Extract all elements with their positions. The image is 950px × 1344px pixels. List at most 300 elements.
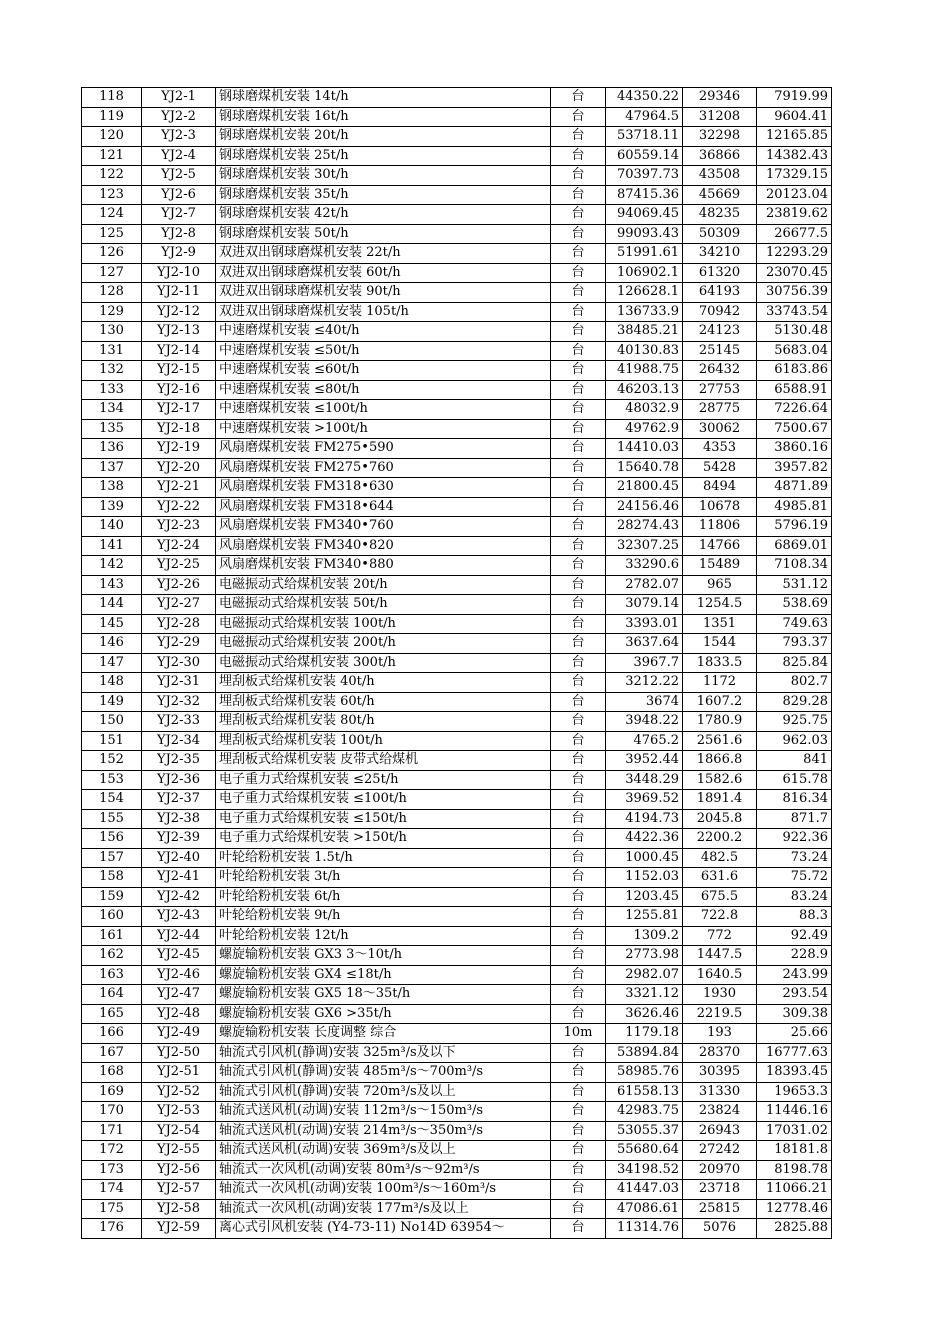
total-price-cell: 70397.73 xyxy=(606,166,683,186)
row-number-cell: 159 xyxy=(82,887,142,907)
labor-cost-cell: 43508 xyxy=(683,166,757,186)
item-name-cell: 螺旋输粉机安装 GX6 >35t/h xyxy=(216,1004,551,1024)
item-name-cell: 风扇磨煤机安装 FM340•880 xyxy=(216,556,551,576)
table-row xyxy=(82,205,832,225)
item-name-cell: 电磁振动式给煤机安装 200t/h xyxy=(216,634,551,654)
material-cost-cell: 8198.78 xyxy=(757,1160,832,1180)
row-number-cell: 174 xyxy=(82,1180,142,1200)
table-row xyxy=(82,634,832,654)
material-cost-cell: 11066.21 xyxy=(757,1180,832,1200)
material-cost-cell: 6588.91 xyxy=(757,380,832,400)
unit-cell: 台 xyxy=(551,965,606,985)
unit-cell: 台 xyxy=(551,497,606,517)
item-code-cell: YJ2-46 xyxy=(142,965,216,985)
labor-cost-cell: 25145 xyxy=(683,341,757,361)
material-cost-cell: 922.36 xyxy=(757,829,832,849)
item-name-cell: 轴流式送风机(动调)安装 369m³/s及以上 xyxy=(216,1141,551,1161)
item-name-cell: 叶轮给粉机安装 9t/h xyxy=(216,907,551,927)
labor-cost-cell: 32298 xyxy=(683,127,757,147)
row-number-cell: 165 xyxy=(82,1004,142,1024)
item-name-cell: 电子重力式给煤机安装 ≤150t/h xyxy=(216,809,551,829)
total-price-cell: 41447.03 xyxy=(606,1180,683,1200)
total-price-cell: 53055.37 xyxy=(606,1121,683,1141)
unit-cell: 台 xyxy=(551,322,606,342)
row-number-cell: 168 xyxy=(82,1063,142,1083)
labor-cost-cell: 1891.4 xyxy=(683,790,757,810)
total-price-cell: 11314.76 xyxy=(606,1219,683,1239)
row-number-cell: 139 xyxy=(82,497,142,517)
row-number-cell: 172 xyxy=(82,1141,142,1161)
total-price-cell: 40130.83 xyxy=(606,341,683,361)
labor-cost-cell: 1254.5 xyxy=(683,595,757,615)
material-cost-cell: 16777.63 xyxy=(757,1043,832,1063)
labor-cost-cell: 5076 xyxy=(683,1219,757,1239)
table-row xyxy=(82,887,832,907)
unit-cell: 台 xyxy=(551,712,606,732)
unit-cell: 台 xyxy=(551,439,606,459)
item-code-cell: YJ2-11 xyxy=(142,283,216,303)
table-row xyxy=(82,517,832,537)
item-code-cell: YJ2-34 xyxy=(142,731,216,751)
unit-cell: 台 xyxy=(551,419,606,439)
total-price-cell: 33290.6 xyxy=(606,556,683,576)
item-code-cell: YJ2-5 xyxy=(142,166,216,186)
material-cost-cell: 7500.67 xyxy=(757,419,832,439)
total-price-cell: 42983.75 xyxy=(606,1102,683,1122)
material-cost-cell: 92.49 xyxy=(757,926,832,946)
table-row xyxy=(82,497,832,517)
material-cost-cell: 793.37 xyxy=(757,634,832,654)
labor-cost-cell: 1833.5 xyxy=(683,653,757,673)
row-number-cell: 134 xyxy=(82,400,142,420)
row-number-cell: 152 xyxy=(82,751,142,771)
table-row xyxy=(82,809,832,829)
item-code-cell: YJ2-30 xyxy=(142,653,216,673)
table-row xyxy=(82,478,832,498)
row-number-cell: 136 xyxy=(82,439,142,459)
row-number-cell: 137 xyxy=(82,458,142,478)
total-price-cell: 28274.43 xyxy=(606,517,683,537)
table-row xyxy=(82,731,832,751)
item-name-cell: 叶轮给粉机安装 3t/h xyxy=(216,868,551,888)
unit-cell: 10m xyxy=(551,1024,606,1044)
unit-cell: 台 xyxy=(551,1199,606,1219)
item-name-cell: 电磁振动式给煤机安装 50t/h xyxy=(216,595,551,615)
item-code-cell: YJ2-47 xyxy=(142,985,216,1005)
total-price-cell: 53894.84 xyxy=(606,1043,683,1063)
unit-cell: 台 xyxy=(551,575,606,595)
table-row xyxy=(82,556,832,576)
total-price-cell: 126628.1 xyxy=(606,283,683,303)
material-cost-cell: 816.34 xyxy=(757,790,832,810)
total-price-cell: 34198.52 xyxy=(606,1160,683,1180)
total-price-cell: 15640.78 xyxy=(606,458,683,478)
item-name-cell: 中速磨煤机安装 ≤40t/h xyxy=(216,322,551,342)
table-row xyxy=(82,1004,832,1024)
item-name-cell: 电磁振动式给煤机安装 20t/h xyxy=(216,575,551,595)
unit-cell: 台 xyxy=(551,185,606,205)
row-number-cell: 157 xyxy=(82,848,142,868)
labor-cost-cell: 31208 xyxy=(683,107,757,127)
item-name-cell: 叶轮给粉机安装 1.5t/h xyxy=(216,848,551,868)
material-cost-cell: 18393.45 xyxy=(757,1063,832,1083)
row-number-cell: 155 xyxy=(82,809,142,829)
material-cost-cell: 841 xyxy=(757,751,832,771)
item-code-cell: YJ2-32 xyxy=(142,692,216,712)
material-cost-cell: 5130.48 xyxy=(757,322,832,342)
row-number-cell: 160 xyxy=(82,907,142,927)
item-code-cell: YJ2-31 xyxy=(142,673,216,693)
unit-cell: 台 xyxy=(551,926,606,946)
unit-cell: 台 xyxy=(551,790,606,810)
labor-cost-cell: 722.8 xyxy=(683,907,757,927)
unit-cell: 台 xyxy=(551,731,606,751)
item-code-cell: YJ2-57 xyxy=(142,1180,216,1200)
material-cost-cell: 83.24 xyxy=(757,887,832,907)
unit-cell: 台 xyxy=(551,361,606,381)
item-name-cell: 电子重力式给煤机安装 ≤100t/h xyxy=(216,790,551,810)
item-name-cell: 螺旋输粉机安装 GX5 18～35t/h xyxy=(216,985,551,1005)
unit-cell: 台 xyxy=(551,1180,606,1200)
total-price-cell: 47086.61 xyxy=(606,1199,683,1219)
unit-cell: 台 xyxy=(551,1160,606,1180)
unit-cell: 台 xyxy=(551,458,606,478)
labor-cost-cell: 28370 xyxy=(683,1043,757,1063)
item-code-cell: YJ2-50 xyxy=(142,1043,216,1063)
unit-cell: 台 xyxy=(551,692,606,712)
item-code-cell: YJ2-55 xyxy=(142,1141,216,1161)
unit-cell: 台 xyxy=(551,341,606,361)
item-code-cell: YJ2-43 xyxy=(142,907,216,927)
material-cost-cell: 88.3 xyxy=(757,907,832,927)
labor-cost-cell: 965 xyxy=(683,575,757,595)
item-name-cell: 中速磨煤机安装 ≤60t/h xyxy=(216,361,551,381)
row-number-cell: 163 xyxy=(82,965,142,985)
unit-cell: 台 xyxy=(551,614,606,634)
item-code-cell: YJ2-9 xyxy=(142,244,216,264)
material-cost-cell: 25.66 xyxy=(757,1024,832,1044)
material-cost-cell: 962.03 xyxy=(757,731,832,751)
total-price-cell: 4765.2 xyxy=(606,731,683,751)
material-cost-cell: 6183.86 xyxy=(757,361,832,381)
table-row xyxy=(82,224,832,244)
labor-cost-cell: 1607.2 xyxy=(683,692,757,712)
unit-cell: 台 xyxy=(551,146,606,166)
total-price-cell: 49762.9 xyxy=(606,419,683,439)
table-row xyxy=(82,166,832,186)
labor-cost-cell: 27753 xyxy=(683,380,757,400)
item-name-cell: 钢球磨煤机安装 14t/h xyxy=(216,88,551,108)
total-price-cell: 3321.12 xyxy=(606,985,683,1005)
material-cost-cell: 73.24 xyxy=(757,848,832,868)
table-row xyxy=(82,712,832,732)
item-code-cell: YJ2-17 xyxy=(142,400,216,420)
labor-cost-cell: 482.5 xyxy=(683,848,757,868)
table-row xyxy=(82,790,832,810)
row-number-cell: 153 xyxy=(82,770,142,790)
item-code-cell: YJ2-38 xyxy=(142,809,216,829)
total-price-cell: 41988.75 xyxy=(606,361,683,381)
table-row xyxy=(82,127,832,147)
item-name-cell: 埋刮板式给煤机安装 60t/h xyxy=(216,692,551,712)
item-name-cell: 螺旋输粉机安装 长度调整 综合 xyxy=(216,1024,551,1044)
labor-cost-cell: 1544 xyxy=(683,634,757,654)
unit-cell: 台 xyxy=(551,887,606,907)
material-cost-cell: 615.78 xyxy=(757,770,832,790)
unit-cell: 台 xyxy=(551,556,606,576)
item-name-cell: 风扇磨煤机安装 FM340•820 xyxy=(216,536,551,556)
labor-cost-cell: 45669 xyxy=(683,185,757,205)
total-price-cell: 87415.36 xyxy=(606,185,683,205)
labor-cost-cell: 193 xyxy=(683,1024,757,1044)
item-code-cell: YJ2-36 xyxy=(142,770,216,790)
item-name-cell: 双进双出钢球磨煤机安装 90t/h xyxy=(216,283,551,303)
unit-cell: 台 xyxy=(551,1004,606,1024)
item-name-cell: 双进双出钢球磨煤机安装 22t/h xyxy=(216,244,551,264)
item-code-cell: YJ2-51 xyxy=(142,1063,216,1083)
unit-cell: 台 xyxy=(551,107,606,127)
row-number-cell: 162 xyxy=(82,946,142,966)
material-cost-cell: 14382.43 xyxy=(757,146,832,166)
item-code-cell: YJ2-37 xyxy=(142,790,216,810)
row-number-cell: 158 xyxy=(82,868,142,888)
labor-cost-cell: 2561.6 xyxy=(683,731,757,751)
item-name-cell: 风扇磨煤机安装 FM275•590 xyxy=(216,439,551,459)
table-row xyxy=(82,614,832,634)
total-price-cell: 1203.45 xyxy=(606,887,683,907)
row-number-cell: 147 xyxy=(82,653,142,673)
unit-cell: 台 xyxy=(551,1121,606,1141)
item-name-cell: 风扇磨煤机安装 FM340•760 xyxy=(216,517,551,537)
labor-cost-cell: 20970 xyxy=(683,1160,757,1180)
row-number-cell: 127 xyxy=(82,263,142,283)
item-code-cell: YJ2-13 xyxy=(142,322,216,342)
total-price-cell: 14410.03 xyxy=(606,439,683,459)
unit-cell: 台 xyxy=(551,478,606,498)
table-row xyxy=(82,575,832,595)
row-number-cell: 128 xyxy=(82,283,142,303)
item-code-cell: YJ2-6 xyxy=(142,185,216,205)
row-number-cell: 154 xyxy=(82,790,142,810)
table-row xyxy=(82,848,832,868)
item-code-cell: YJ2-21 xyxy=(142,478,216,498)
material-cost-cell: 30756.39 xyxy=(757,283,832,303)
item-code-cell: YJ2-33 xyxy=(142,712,216,732)
item-code-cell: YJ2-41 xyxy=(142,868,216,888)
item-name-cell: 轴流式一次风机(动调)安装 100m³/s～160m³/s xyxy=(216,1180,551,1200)
item-name-cell: 钢球磨煤机安装 42t/h xyxy=(216,205,551,225)
unit-cell: 台 xyxy=(551,946,606,966)
item-name-cell: 双进双出钢球磨煤机安装 60t/h xyxy=(216,263,551,283)
labor-cost-cell: 2200.2 xyxy=(683,829,757,849)
item-name-cell: 中速磨煤机安装 ≤50t/h xyxy=(216,341,551,361)
labor-cost-cell: 15489 xyxy=(683,556,757,576)
total-price-cell: 1255.81 xyxy=(606,907,683,927)
total-price-cell: 1152.03 xyxy=(606,868,683,888)
unit-cell: 台 xyxy=(551,224,606,244)
row-number-cell: 170 xyxy=(82,1102,142,1122)
labor-cost-cell: 1866.8 xyxy=(683,751,757,771)
item-code-cell: YJ2-54 xyxy=(142,1121,216,1141)
item-code-cell: YJ2-52 xyxy=(142,1082,216,1102)
material-cost-cell: 12778.46 xyxy=(757,1199,832,1219)
item-name-cell: 电磁振动式给煤机安装 300t/h xyxy=(216,653,551,673)
item-name-cell: 离心式引风机安装 (Y4-73-11) No14D 63954～ xyxy=(216,1219,551,1239)
row-number-cell: 144 xyxy=(82,595,142,615)
total-price-cell: 32307.25 xyxy=(606,536,683,556)
row-number-cell: 120 xyxy=(82,127,142,147)
item-name-cell: 轴流式引风机(静调)安装 325m³/s及以下 xyxy=(216,1043,551,1063)
material-cost-cell: 228.9 xyxy=(757,946,832,966)
table-row xyxy=(82,341,832,361)
table-row xyxy=(82,985,832,1005)
table-row xyxy=(82,458,832,478)
row-number-cell: 145 xyxy=(82,614,142,634)
table-row xyxy=(82,770,832,790)
labor-cost-cell: 24123 xyxy=(683,322,757,342)
row-number-cell: 146 xyxy=(82,634,142,654)
total-price-cell: 3079.14 xyxy=(606,595,683,615)
row-number-cell: 143 xyxy=(82,575,142,595)
labor-cost-cell: 4353 xyxy=(683,439,757,459)
item-code-cell: YJ2-45 xyxy=(142,946,216,966)
total-price-cell: 3969.52 xyxy=(606,790,683,810)
material-cost-cell: 18181.8 xyxy=(757,1141,832,1161)
table-row xyxy=(82,907,832,927)
labor-cost-cell: 34210 xyxy=(683,244,757,264)
item-code-cell: YJ2-56 xyxy=(142,1160,216,1180)
material-cost-cell: 33743.54 xyxy=(757,302,832,322)
item-name-cell: 轴流式引风机(静调)安装 720m³/s及以上 xyxy=(216,1082,551,1102)
labor-cost-cell: 2045.8 xyxy=(683,809,757,829)
material-cost-cell: 309.38 xyxy=(757,1004,832,1024)
total-price-cell: 46203.13 xyxy=(606,380,683,400)
material-cost-cell: 538.69 xyxy=(757,595,832,615)
total-price-cell: 4194.73 xyxy=(606,809,683,829)
item-name-cell: 螺旋输粉机安装 GX3 3～10t/h xyxy=(216,946,551,966)
item-code-cell: YJ2-16 xyxy=(142,380,216,400)
unit-cell: 台 xyxy=(551,848,606,868)
labor-cost-cell: 23824 xyxy=(683,1102,757,1122)
total-price-cell: 3967.7 xyxy=(606,653,683,673)
table-row xyxy=(82,1043,832,1063)
item-code-cell: YJ2-58 xyxy=(142,1199,216,1219)
row-number-cell: 140 xyxy=(82,517,142,537)
unit-cell: 台 xyxy=(551,1043,606,1063)
item-name-cell: 轴流式送风机(动调)安装 112m³/s～150m³/s xyxy=(216,1102,551,1122)
row-number-cell: 171 xyxy=(82,1121,142,1141)
row-number-cell: 167 xyxy=(82,1043,142,1063)
item-name-cell: 埋刮板式给煤机安装 皮带式给煤机 xyxy=(216,751,551,771)
item-name-cell: 钢球磨煤机安装 30t/h xyxy=(216,166,551,186)
table-row xyxy=(82,673,832,693)
item-code-cell: YJ2-2 xyxy=(142,107,216,127)
total-price-cell: 51991.61 xyxy=(606,244,683,264)
item-code-cell: YJ2-40 xyxy=(142,848,216,868)
labor-cost-cell: 23718 xyxy=(683,1180,757,1200)
row-number-cell: 129 xyxy=(82,302,142,322)
row-number-cell: 141 xyxy=(82,536,142,556)
labor-cost-cell: 30395 xyxy=(683,1063,757,1083)
table-row xyxy=(82,107,832,127)
table-row xyxy=(82,1180,832,1200)
item-name-cell: 中速磨煤机安装 ≤100t/h xyxy=(216,400,551,420)
total-price-cell: 3674 xyxy=(606,692,683,712)
material-cost-cell: 12293.29 xyxy=(757,244,832,264)
row-number-cell: 118 xyxy=(82,88,142,108)
row-number-cell: 132 xyxy=(82,361,142,381)
labor-cost-cell: 70942 xyxy=(683,302,757,322)
item-code-cell: YJ2-20 xyxy=(142,458,216,478)
total-price-cell: 2773.98 xyxy=(606,946,683,966)
unit-cell: 台 xyxy=(551,653,606,673)
row-number-cell: 122 xyxy=(82,166,142,186)
row-number-cell: 125 xyxy=(82,224,142,244)
unit-cell: 台 xyxy=(551,244,606,264)
item-name-cell: 钢球磨煤机安装 25t/h xyxy=(216,146,551,166)
labor-cost-cell: 631.6 xyxy=(683,868,757,888)
item-name-cell: 钢球磨煤机安装 50t/h xyxy=(216,224,551,244)
total-price-cell: 58985.76 xyxy=(606,1063,683,1083)
material-cost-cell: 5683.04 xyxy=(757,341,832,361)
unit-cell: 台 xyxy=(551,1102,606,1122)
row-number-cell: 148 xyxy=(82,673,142,693)
item-code-cell: YJ2-44 xyxy=(142,926,216,946)
row-number-cell: 164 xyxy=(82,985,142,1005)
unit-cell: 台 xyxy=(551,1141,606,1161)
table-row xyxy=(82,244,832,264)
row-number-cell: 166 xyxy=(82,1024,142,1044)
item-code-cell: YJ2-15 xyxy=(142,361,216,381)
material-cost-cell: 293.54 xyxy=(757,985,832,1005)
total-price-cell: 3448.29 xyxy=(606,770,683,790)
unit-cell: 台 xyxy=(551,380,606,400)
labor-cost-cell: 1172 xyxy=(683,673,757,693)
total-price-cell: 60559.14 xyxy=(606,146,683,166)
row-number-cell: 176 xyxy=(82,1219,142,1239)
item-name-cell: 埋刮板式给煤机安装 100t/h xyxy=(216,731,551,751)
material-cost-cell: 531.12 xyxy=(757,575,832,595)
unit-cell: 台 xyxy=(551,517,606,537)
item-name-cell: 中速磨煤机安装 >100t/h xyxy=(216,419,551,439)
material-cost-cell: 925.75 xyxy=(757,712,832,732)
row-number-cell: 150 xyxy=(82,712,142,732)
unit-cell: 台 xyxy=(551,673,606,693)
labor-cost-cell: 5428 xyxy=(683,458,757,478)
total-price-cell: 99093.43 xyxy=(606,224,683,244)
table-row xyxy=(82,1024,832,1044)
total-price-cell: 3637.64 xyxy=(606,634,683,654)
item-name-cell: 风扇磨煤机安装 FM318•630 xyxy=(216,478,551,498)
table-row xyxy=(82,1219,832,1239)
material-cost-cell: 243.99 xyxy=(757,965,832,985)
row-number-cell: 156 xyxy=(82,829,142,849)
material-cost-cell: 17031.02 xyxy=(757,1121,832,1141)
material-cost-cell: 4985.81 xyxy=(757,497,832,517)
table-row xyxy=(82,965,832,985)
unit-cell: 台 xyxy=(551,536,606,556)
unit-cell: 台 xyxy=(551,88,606,108)
unit-cell: 台 xyxy=(551,1219,606,1239)
row-number-cell: 130 xyxy=(82,322,142,342)
row-number-cell: 133 xyxy=(82,380,142,400)
unit-cell: 台 xyxy=(551,400,606,420)
total-price-cell: 3393.01 xyxy=(606,614,683,634)
table-row xyxy=(82,1082,832,1102)
material-cost-cell: 7919.99 xyxy=(757,88,832,108)
total-price-cell: 1179.18 xyxy=(606,1024,683,1044)
material-cost-cell: 5796.19 xyxy=(757,517,832,537)
